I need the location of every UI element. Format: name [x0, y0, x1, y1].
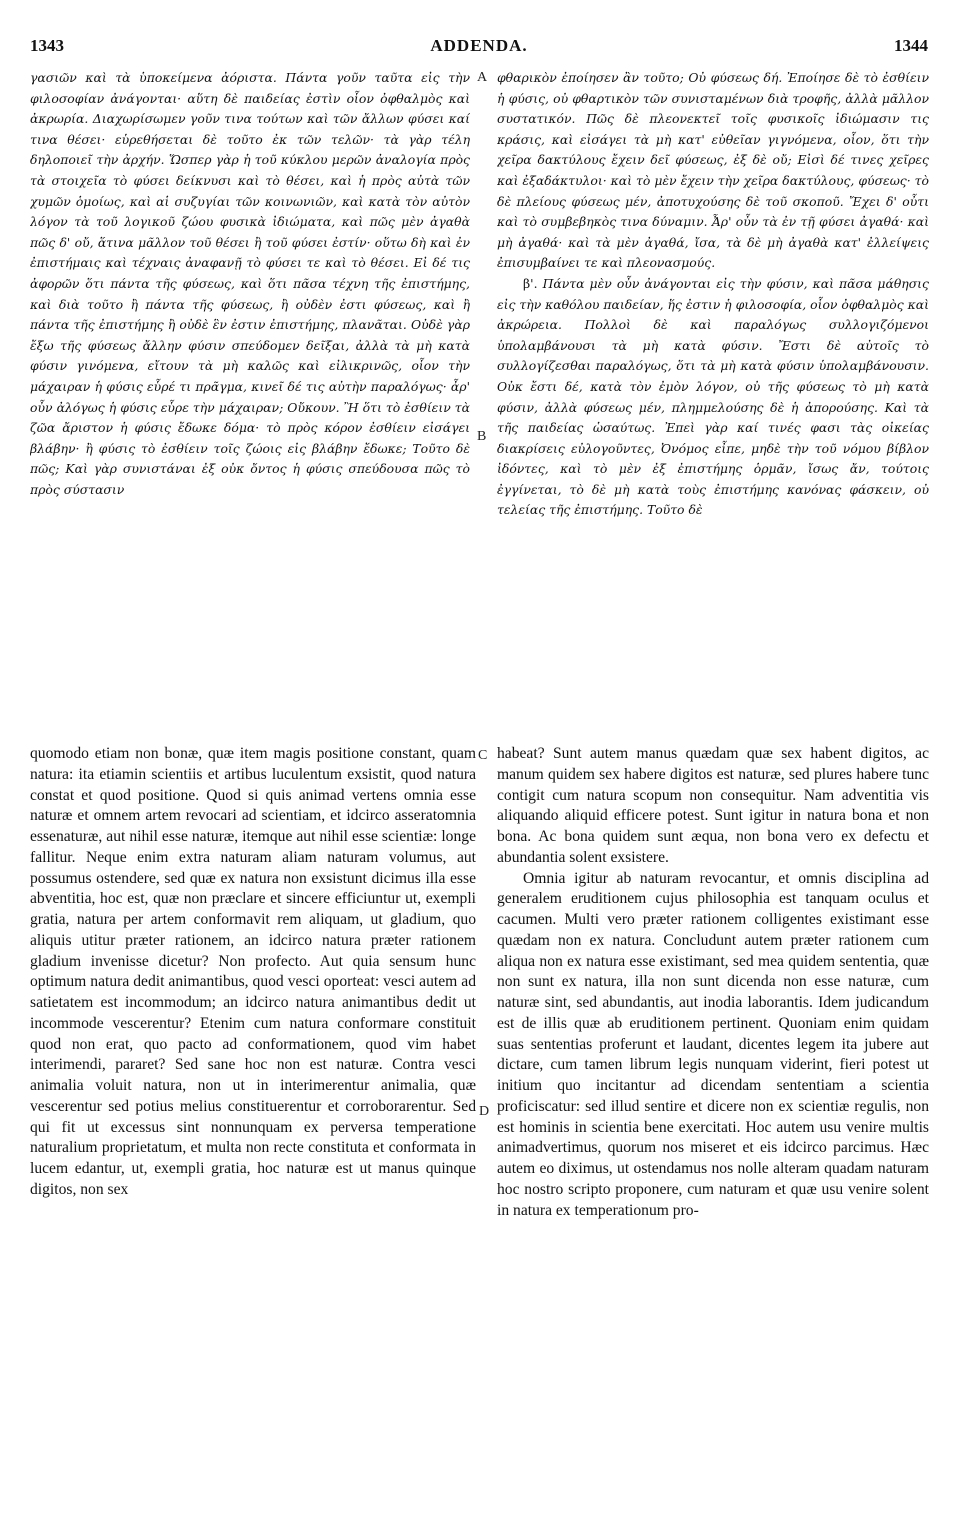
left-page-number: 1343 [30, 36, 64, 55]
right-page-number: 1344 [894, 36, 928, 55]
margin-marker-b: B [477, 429, 487, 444]
margin-marker-c: C [478, 748, 488, 763]
greek-paragraph: φθαρικὸν ἐποίησεν ἂν τοῦτο; Οὐ φύσεως δή. Ἐποίησε δὲ τὸ ἐσθίειν ἡ φύσις, οὐ φθαρτικὸν τῶν συνισταμένων διὰ τροφῆς, ἀλλὰ μᾶλλον συστατικόν. Πῶς δὲ πλεονεκτεῖ τοῖς φυσικοῖς ἰδιώμασιν τις κράσις, καὶ εἰσάγει τὰ μὴ κατ' εὐθεῖαν γιγνόμενα, οἷον, ὅτι τὴν χεῖρα δακτύλους ἔχειν δεῖ φύσεως, ἐξ δὲ οὔ; Εἰσὶ δέ τινες χεῖρες καὶ ἐξαδάκτυλοι· καὶ τὸ μὲν ἔχειν τὴν χεῖρα δακτύλους, φύσεως· τὸ δὲ πλείους φύσεως μέν, ἀποτυχούσης δὲ τοῦ σκοποῦ. Ἔχει δ' οὖτι καὶ τὸ συμβεβηκὸς τινα δύναμιν. Ἆρ' οὖν τὰ ἐν τῇ φύσει ἀγαθά· καὶ μὴ ἀγαθά· καὶ τὰ μὲν ἀγαθά, ἴσα, τὰ δὲ μὴ ἀγαθὰ κατ' ἐλλείψεις ἐπισυμβαίνει τε καὶ πλεονασμούς. [497, 70, 929, 271]
greek-paragraph-section [497, 274, 929, 521]
latin-column-left [30, 744, 476, 1504]
latin-paragraph: Omnia igitur ab naturam revocantur, et omnis disciplina ad generalem eruditionem cujus philosophia est tanquam oculus et cacumen. Multi vero præter rationem colligentes existimant esse quædam non ex natura. Concludunt autem præter rationem cum aliqua non ex natura esse existimant, sed mea quidem sententia, quæ non sunt ex natura, illa non sunt dicenda non esse naturæ, cum naturæ sint, sed abundantis, aut inodia laborantis. Idem judicandum est de illis quæ ab eruditionem pertinent. Quoniam enim quidam suas sententias proferunt et laudant, dicentes legem ita jubere aut dictare, cum tamen librum legis nunquam viderint, fieri potest ut initium quo incitantur ad dicendam sententiam a scientia proficiscatur: sed illud sentire et dicere non ex scientiæ regulis, non est hominis in scientia bene exercitati. Hoc autem usu venire multis animadvertimus, quorum nos miseret et eis idcirco parcimus. Hæc autem eo diximus, ut ostendamus nos nolle alteram quadam naturam hoc nostro scripto proponere, cum naturam et quæ usu venire solent in natura ex temperationum pro- [497, 869, 929, 1219]
greek-paragraph: γασιῶν καὶ τὰ ὑποκείμενα ἀόριστα. Πάντα γοῦν ταῦτα εἰς τὴν φιλοσοφίαν ἀνάγονται· αὕτη δὲ παιδείας ἐστὶν οἷον ὀφθαλμὸς καὶ ἀκρωρία. Διαχωρίσωμεν γοῦν τινα τούτων καὶ τῶν ἄλλων φύσει καί τινα θέσει· εὑρεθήσεται δὲ τοῦτο ἐκ τῶν τελῶν· τὰ γὰρ τέλη δηλοποιεῖ τὴν ἀρχήν. Ὥσπερ γὰρ ἡ τοῦ κύκλου μερῶν ἀναλογία πρὸς τὰ στοιχεῖα τὸ φύσει δείκνυσι καὶ τὸ θέσει, καὶ ἡ πρὸς αὐτὰ τῶν χυμῶν ὁμοίως, καὶ αἱ συζυγίαι τῶν κοινωνιῶν, καὶ κατὰ τὸν αὐτὸν λόγον τὰ τοῦ λογικοῦ ζώου φυσικὰ ἰδιώματα, καὶ πῶς μὲν ἀγαθὰ πῶς δ' οὔ, ἅτινα μᾶλλον τοῦ θέσει ἢ τοῦ φύσει ἐστίν· οὕτω δὴ καὶ ἐν ἐπιστήμαις καὶ τέχναις ἀναφανῇ τὸ φύσει τε καὶ τὸ θέσει. Εἰ δέ τις ἀφορῶν ὅτι πάντα τῆς φύσεως, καὶ ὅτι πᾶσα τέχνη τῆς ἐπιστήμης, καὶ διὰ τοῦτο ἢ πάντα τῆς φύσεως, ἢ οὐδὲν ἐστι φύσεως, καὶ ἢ πάντα τῆς ἐπιστήμης ἢ οὐδὲ ἓν ἐστιν ἐπιστήμης, πλανᾶται. Οὐδὲ γὰρ ἔξω τῆς φύσεως ἄλλην φύσιν σπεύδομεν δεῖξαι, ἀλλὰ τὰ μὴ κατὰ φύσιν γινόμενα, εἴτουν τὰ μὴ καλῶς καὶ εἰλικρινῶς, οἷον τὴν μάχαιραν ἡ φύσις εὗρέ τι πρᾶγμα, κινεῖ δέ τις αὐτὴν παραλόγως· ἆρ' οὖν ἀλόγως ἡ φύσις εὗρε τὴν μάχαιραν; Οὔκουν. Ἢ ὅτι τὸ ἐσθίειν τὰ ζῶα ἄριστον ἡ φύσις ἔδωκε δόμα· τὸ πρὸς κόρον ἐσθίειν εἰσάγει βλάβην· ἢ φύσις τὸ ἐσθίειν τοῖς ζώοις εἰς βλάβην ἔδωκε; Τοῦτο δὲ πῶς; Καὶ γὰρ συνιστάναι ἐξ οὐκ ὄντος ἡ φύσις σπεύδουσα πῶς τὸ πρὸς σύστασιν [30, 70, 470, 497]
page-header [30, 36, 928, 58]
latin-paragraph: habeat? Sunt autem manus quædam quæ sex habent digitos, ac manum quidem sex habere digitos est naturæ, sed plures habere tunc contigit cum natura scopum non consequitur. Nam adventitia vis aliquando aliquid efficere potest. Sunt igitur in natura bona et non bona. Ac bona quidem sunt æqua, non bona vero ex defectu et abundantia solent exsistere. [497, 745, 929, 866]
running-title: ADDENDA. [430, 36, 528, 55]
margin-marker-a: A [477, 70, 488, 85]
greek-paragraph-text: Πάντα μὲν οὖν ἀνάγονται εἰς τὴν φύσιν, καὶ πᾶσα μάθησις εἰς τὴν καθόλου παιδείαν, ἥς ἐστιν ἡ φιλοσοφία, οἷον ὀφθαλμὸς καὶ ἀκρώρεια. Πολλοὶ δὲ καὶ παραλόγως συλλογιζόμενοι ὑπολαμβάνουσι τὰ μὴ κατὰ φύσιν. Ἔστι δὲ αὐτοῖς τὸ συλλογίζεσθαι παραλόγως, ὅτι τὰ μὴ κατὰ φύσιν ὑπολαμβάνουσιν. Οὐκ ἔστι δέ, κατὰ τὸν ἐμὸν λόγον, οὐ τῆς φύσεως τὸ μὴ κατὰ φύσιν, ἀλλὰ φύσεως μέν, πλημμελούσης δὲ ἡ ἀπορούσης. Καὶ τὰ τῆς παιδείας ὡσαύτως. Ἐπεὶ γὰρ καί τινές φασι τὰς οἰκείας διακρίσεις εὐλογοῦντες, Ὀνόμος εἶπε, μηδὲ τὴν τοῦ νόμου βίβλον ἰδόντες, καὶ τὸ μὲν ἐξ ἐπιστήμης ὁρμᾶν, ἴσως ἄν, τούτοις ἐγγίνεται, τὸ δὲ μὴ κατὰ τοὺς ἐπιστήμης κανόνας φάσκειν, οὐ τελείας τῆς ἐπιστήμης. Τοῦτο δὲ [497, 275, 929, 518]
latin-column-right [497, 744, 929, 1504]
section-number: β'. [523, 275, 538, 291]
latin-paragraph: quomodo etiam non bonæ, quæ item magis positione constant, quam natura: ita etiamin scientiis et artibus luculentum exsistit, quod natura constat et quod positione. Quod si quis animad vertens omnia esse naturæ et omnem artem revocari ad scientiam, et idcirco asseratomnia essenaturæ, aut nihil esse naturæ, itemque aut nihil esse scientiæ: longe fallitur. Neque enim extra naturam aliam naturam volumus, aut possumus ostendere, sed quæ ex natura non exsistunt dicimus illa esse abventitia, hoc est, quæ non præclare et sincere efficiuntur ut, exempli gratia, natura per artem conformavit rem aliquam, ut gladium, quo aliquis utitur præter rationem, an idcirco natura præter rationem gladium invenisse dicetur? Non profecto. Aut quia sensum hunc optimum natura dedit animantibus, quod vesci oporteat: vesci autem ad satietatem est incommodum; an idcirco natura animantibus dedit ut incommode vescerentur? Etenim cum natura conformare constituit quod non erat, quo pacto ad conformationem, quod vim habet interimendi, pararet? Sed sane hoc non est naturæ. Contra vesci animalia voluit natura, non ut in interimerentur animalia, quæ vescerentur sed potius melius constituerentur et corroborarentur. Sed qui fit ut excessus sint nonnunquam ex perversa temperatione naturalium proprietatum, et multa non recte constituta et conformata in lucem edantur, ut, exempli gratia, hoc naturæ est ut manus quinque digitos, non sex [30, 745, 476, 1198]
greek-column-left [30, 68, 470, 716]
greek-column-right [497, 68, 929, 716]
margin-marker-d: D [479, 1104, 490, 1119]
